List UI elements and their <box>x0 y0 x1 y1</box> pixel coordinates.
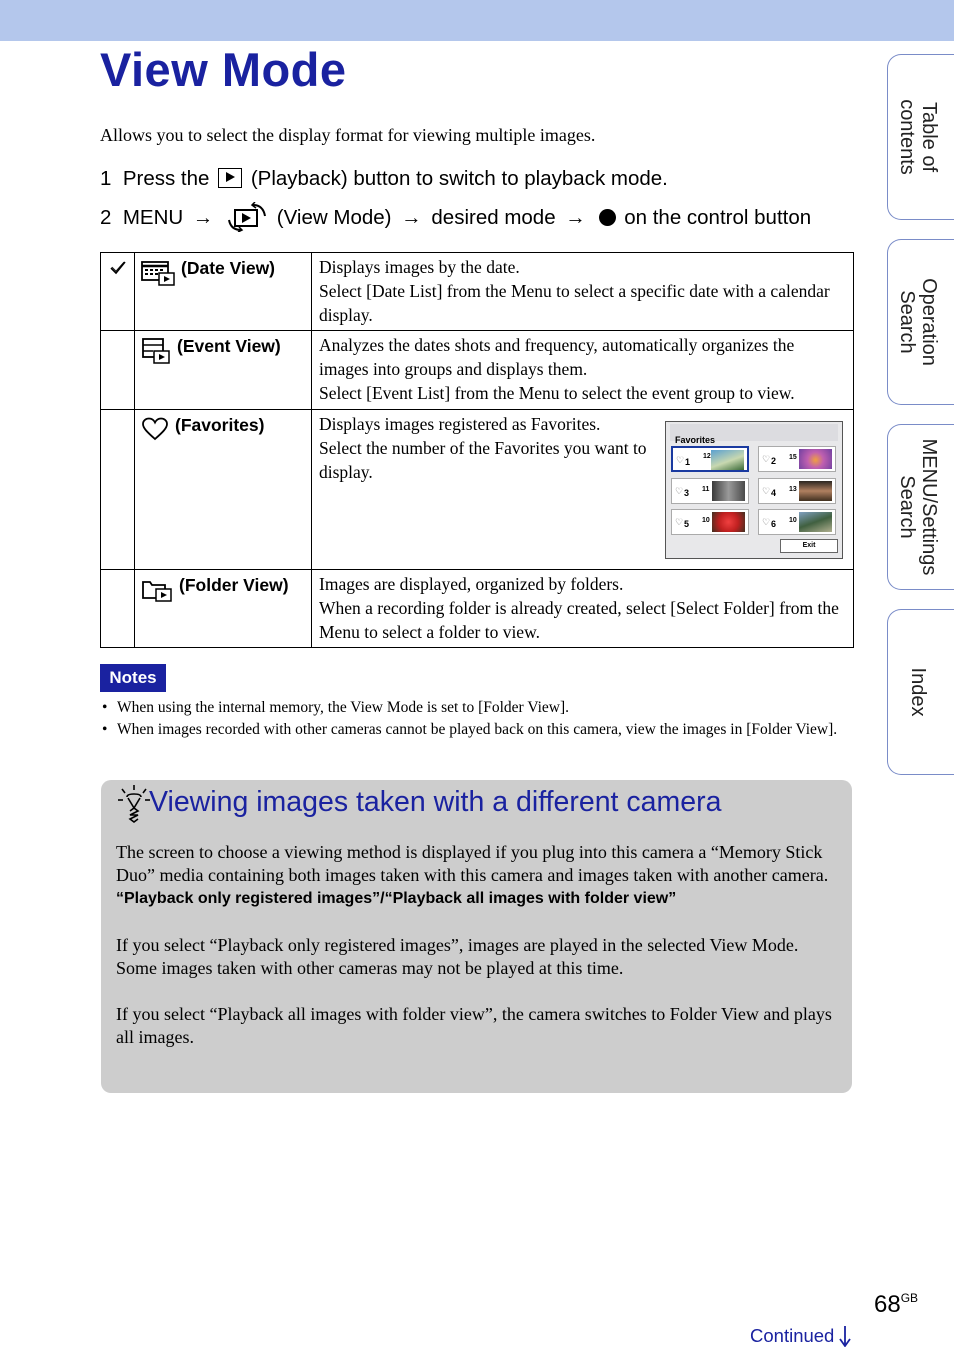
arrow-icon: → <box>401 206 422 229</box>
list-item: • When images recorded with other cameras cannot be played back on this camera, view the images in [Folder View]. <box>100 719 840 741</box>
hint-body: The screen to choose a viewing method is displayed if you plug into this camera a “Memory Stick Duo” media containing both images taken with this camera and images taken with another camera. “Playback only registered images”/“Playback all images with folder view” If you select “Playback only registered images”, images are played in the selected View Mode. Some images taken with other cameras may not be played at this time. If you select “Playback all images with folder view”, the camera switches to Folder View and plays all images. <box>116 841 841 1049</box>
step-2: 2 MENU → (View Mode) → desired mode → on the control button <box>100 202 811 232</box>
hint-title: Viewing images taken with a different camera <box>149 786 722 818</box>
checkmark-icon <box>110 261 126 275</box>
playback-icon <box>218 168 242 188</box>
notes-list <box>100 697 840 740</box>
table-row: (Folder View) Images are displayed, organized by folders. When a recording folder is already created, select [Select Folder] from the Menu to select a folder to view. <box>101 570 854 648</box>
list-item: • When using the internal memory, the View Mode is set to [Folder View]. <box>100 697 840 719</box>
page-number: $68^{GB}$ <box>874 1291 919 1318</box>
hint-box <box>101 780 852 1093</box>
favorites-screen-illustration: Favorites ♡ 1 12 ♡ 2 15 ♡ 3 11 ♡ 4 13 ♡ 5 10 ♡ 6 10 Exit <box>665 421 843 559</box>
table-row: (Favorites) Displays images registered as Favorites. Select the number of the Favorites you want to display. Favorites ♡ 1 12 ♡ 2 15 ♡ 3 11 ♡ 4 13 ♡ 5 10 ♡ 6 10 Exit <box>101 410 854 570</box>
hint-subtitle: “Playback only registered images”/“Playback all images with folder view” <box>116 890 677 908</box>
favorites-cell: ♡ 3 11 <box>671 478 749 504</box>
tab-index[interactable]: Index <box>887 609 954 775</box>
tab-table-of-contents[interactable]: Table of contents <box>887 54 954 220</box>
favorites-cell: ♡ 1 12 <box>671 446 749 472</box>
favorites-cell: ♡ 4 13 <box>758 478 836 504</box>
arrow-icon: → <box>192 206 214 229</box>
tab-operation-search[interactable]: Operation Search <box>887 239 954 405</box>
tab-menu-settings-search[interactable]: MENU/Settings Search <box>887 424 954 590</box>
folder-view-icon <box>141 577 173 603</box>
exit-button: Exit <box>780 539 838 553</box>
favorites-cell: ♡ 2 15 <box>758 446 836 472</box>
step-1: 1 Press the (Playback) button to switch to playback mode. <box>100 167 668 190</box>
favorites-cell: ♡ 6 10 <box>758 509 836 535</box>
favorites-cell: ♡ 5 10 <box>671 509 749 535</box>
notes-label: Notes <box>100 664 166 692</box>
page-title: View Mode <box>100 43 347 96</box>
lightbulb-icon <box>117 784 151 824</box>
intro-text: Allows you to select the display format for viewing multiple images. <box>100 125 596 145</box>
event-view-icon <box>141 338 171 364</box>
arrow-down-icon <box>839 1325 851 1347</box>
center-button-icon <box>599 209 616 226</box>
view-mode-icon <box>227 202 267 232</box>
view-mode-table <box>100 252 854 648</box>
top-banner <box>0 0 954 41</box>
continued-link[interactable]: Continued <box>750 1325 851 1347</box>
table-row: (Date View) Displays images by the date. Select [Date List] from the Menu to select a specific date with a calendar display. <box>101 253 854 331</box>
heart-icon <box>141 417 169 441</box>
date-view-icon <box>141 260 175 286</box>
table-row: (Event View) Analyzes the dates shots and frequency, automatically organizes the images into groups and displays them. Select [Event List] from the Menu to select the event group to view. <box>101 331 854 410</box>
arrow-icon: → <box>565 206 586 229</box>
